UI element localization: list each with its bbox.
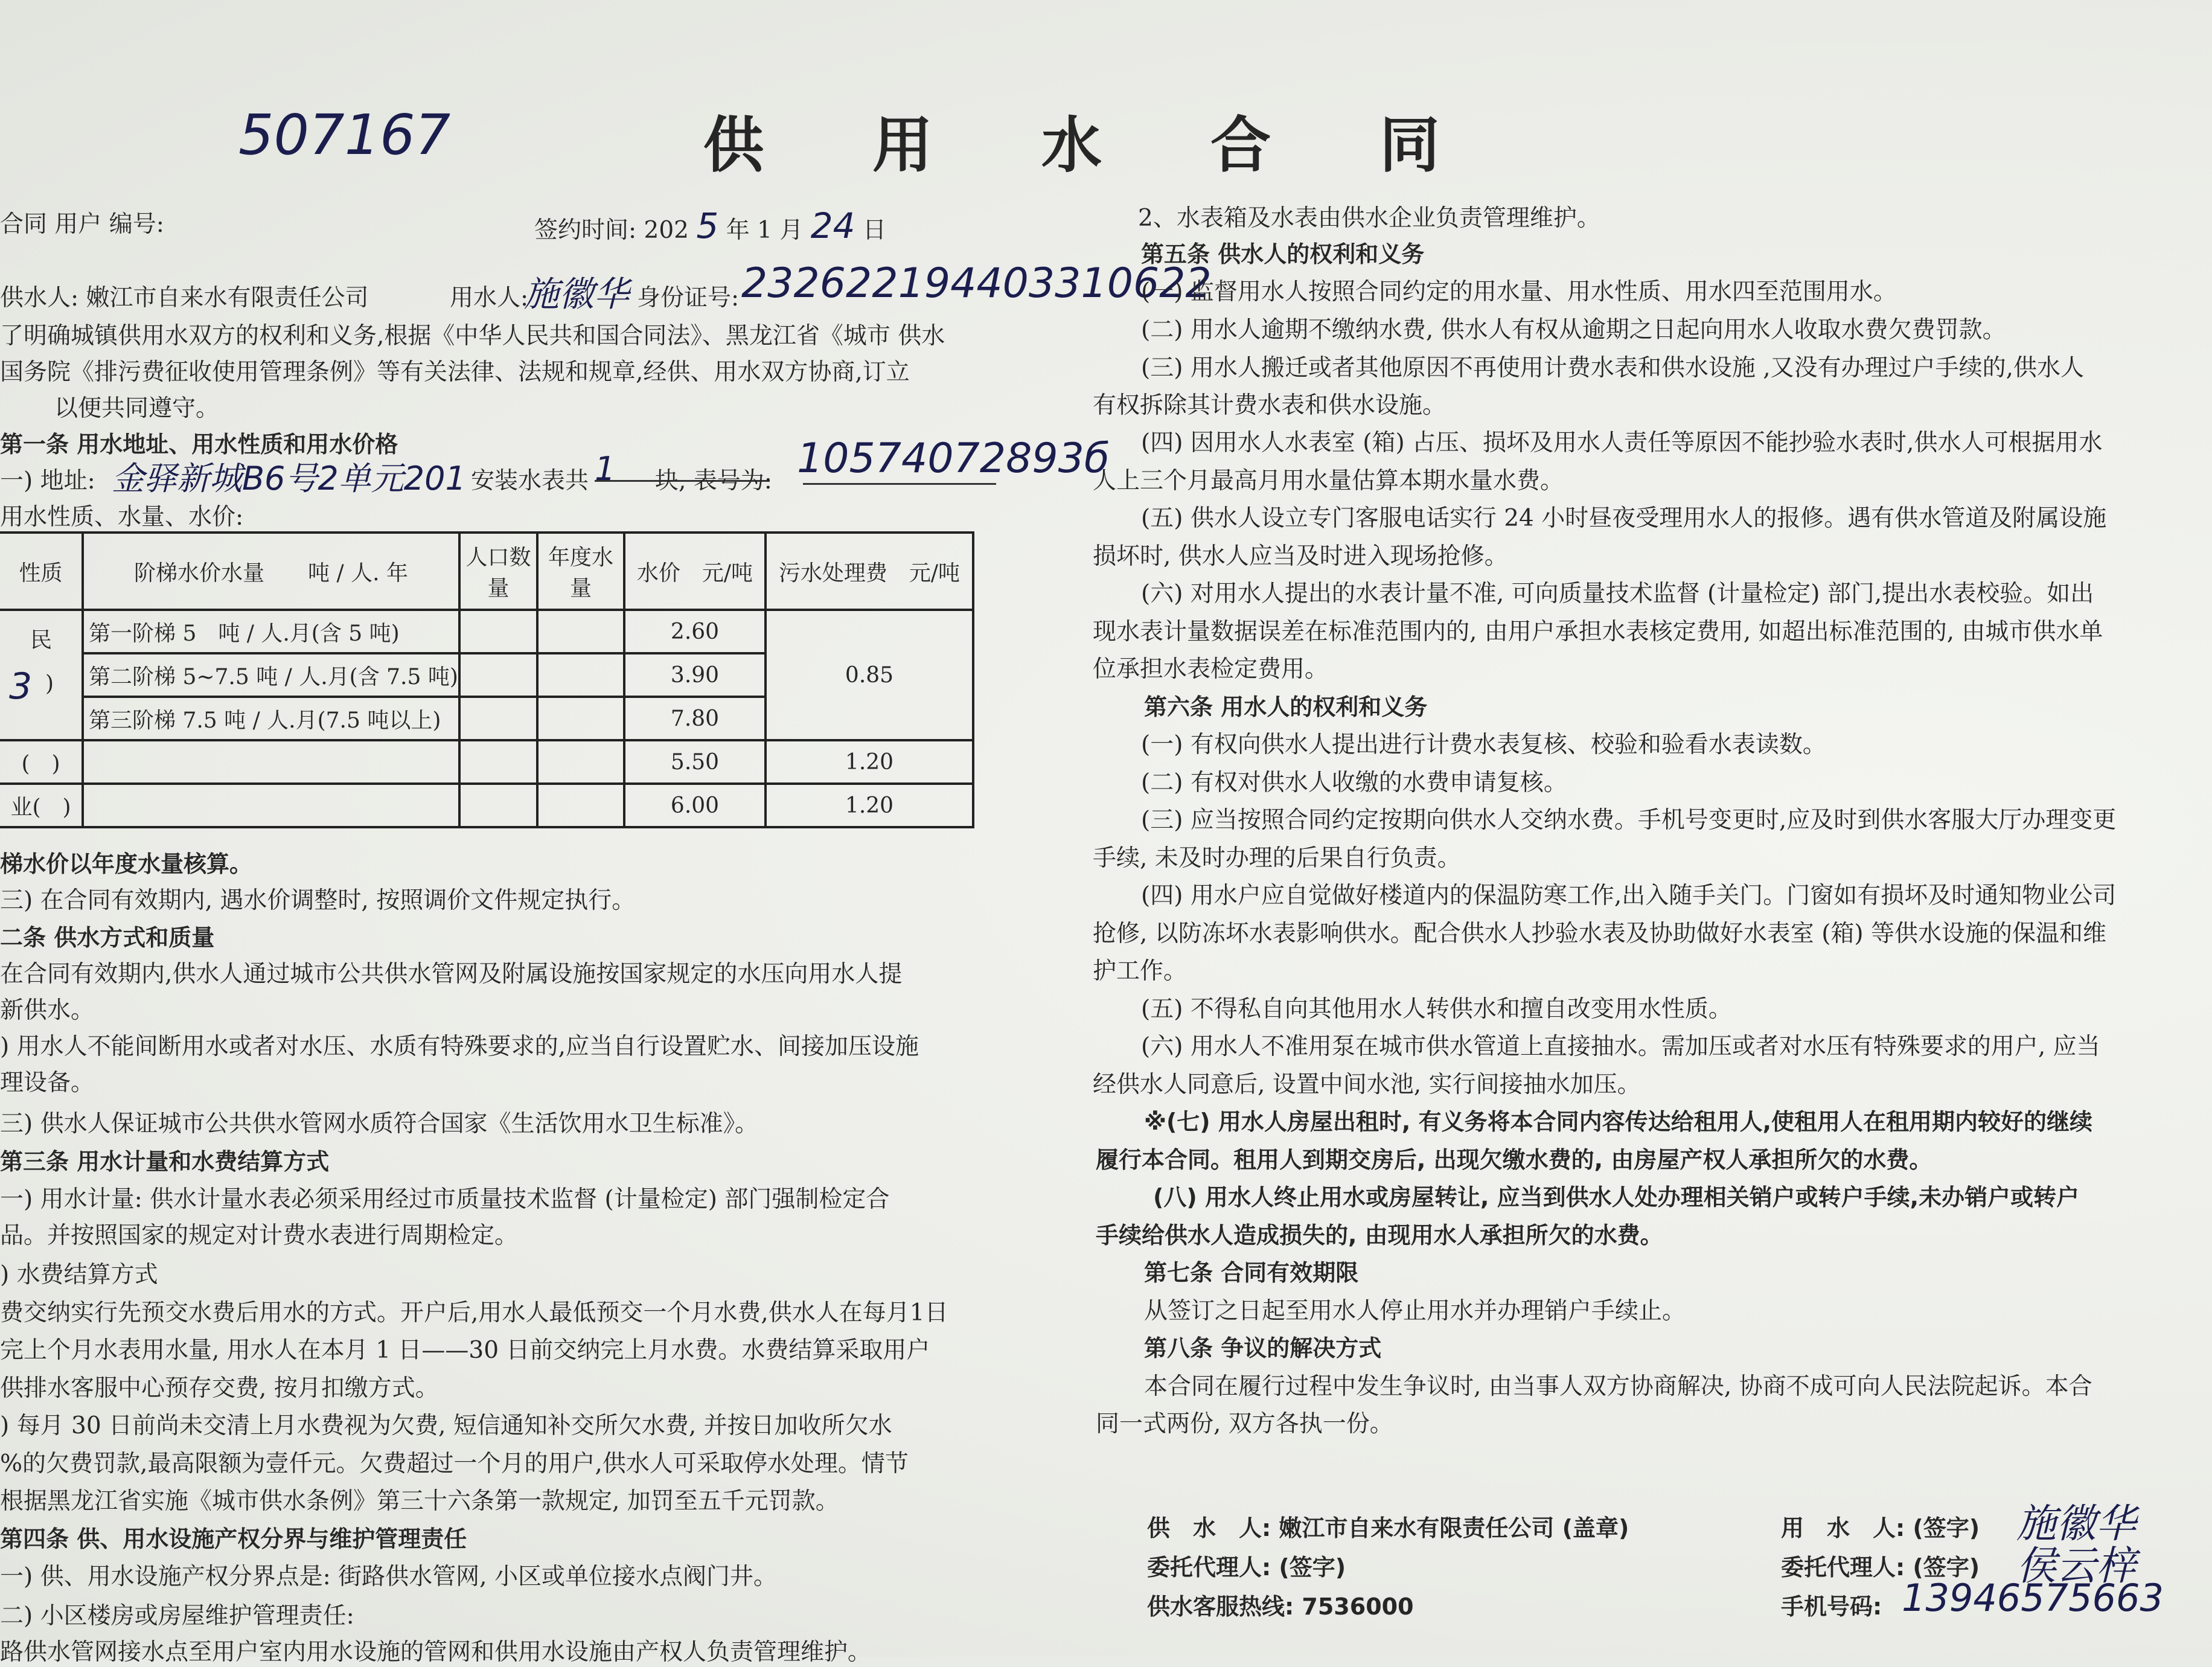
row-4-annual [537, 740, 624, 784]
header-nature: 性质 [0, 533, 83, 610]
left-line-1: 梯水价以年度水量核算。 [0, 851, 253, 877]
footer-user: 用 水 人: (签字) [1781, 1515, 1980, 1541]
footer-supplier: 供 水 人: 嫩江市自来水有限责任公司 (盖章) [1147, 1515, 1629, 1541]
resident-cell [0, 610, 83, 740]
header-price: 水价 元/吨 [624, 533, 766, 610]
row-4-sewage: 1.20 [766, 740, 973, 784]
address-label: 一) 地址: [0, 467, 95, 494]
article-2-heading: 二条 供水方式和质量 [0, 924, 215, 951]
right-line-14: (三) 应当按照合同约定按期向供水人交纳水费。手机号变更时,应及时到供水客服大厅办理变更 [1141, 807, 2117, 834]
article-6-heading: 第六条 用水人的权利和义务 [1144, 694, 1428, 720]
preamble-line-2: 国务院《排污费征收使用管理条例》等有关法律、法规和规章,经供、用水双方协商,订立 [0, 359, 910, 386]
water-price-table [0, 531, 974, 828]
right-line-26: 从签订之日起至用水人停止用水并办理销户手续止。 [1144, 1297, 1686, 1325]
article-5-heading: 第五条 供水人的权利和义务 [1141, 241, 1425, 267]
right-line-7: (五) 供水人设立专门客服电话实行 24 小时昼夜受理用水人的报修。遇有供水管道及附属设施 [1141, 505, 2107, 532]
footer-hotline: 供水客服热线: 7536000 [1147, 1593, 1414, 1620]
right-line-8: 损坏时, 供水人应当及时进入现场抢修。 [1093, 543, 1508, 570]
sign-year-handwritten: 5 [696, 205, 719, 246]
resident-sewage-fee: 0.85 [766, 610, 973, 740]
left-line-2: 三) 在合同有效期内, 遇水价调整时, 按照调价文件规定执行。 [0, 887, 636, 914]
tier-2-price: 3.90 [624, 653, 766, 697]
meter-number-blank [803, 483, 996, 485]
right-line-10: 现水表计量数据误差在标准范围内的, 由用户承担水表核定费用, 如超出标准范围的, 由城市供水单 [1093, 618, 2103, 645]
left-line-3: 在合同有效期内,供水人通过城市公共供水管网及附属设施按国家规定的水压向用水人提 [0, 961, 903, 988]
right-line-28: 同一式两份, 双方各执一份。 [1096, 1410, 1393, 1438]
right-line-1: (一) 监督用水人按照合同约定的用水量、用水性质、用水四至范围用水。 [1141, 278, 1897, 306]
user-name-handwritten: 施徽华 [524, 274, 630, 315]
id-label: 身份证号: [637, 284, 740, 312]
supplier-line: 供水人: 嫩江市自来水有限责任公司 [0, 284, 369, 312]
tier-2: 第二阶梯 5~7.5 吨 / 人.月(含 7.5 吨) [83, 653, 459, 697]
left-line-8: 一) 用水计量: 供水计量水表必须采用经过市质量技术监督 (计量检定) 部门强制检定合 [0, 1186, 890, 1213]
left-line-11: 费交纳实行先预交水费后用水的方式。开户后,用水人最低预交一个月水费,供水人在每月1日 [0, 1299, 948, 1326]
header-tier: 阶梯水价水量 吨 / 人. 年 [83, 533, 459, 610]
tier-3-price: 7.80 [624, 697, 766, 740]
article-3-heading: 第三条 用水计量和水费结算方式 [0, 1148, 330, 1175]
footer-agent: 委托代理人: (签字) [1147, 1554, 1346, 1581]
left-line-17: 一) 供、用水设施产权分界点是: 街路供水管网, 小区或单位接水点阀门井。 [0, 1563, 777, 1590]
address-handwritten: 金驿新城B6号2单元201 [112, 459, 466, 498]
row-4-label: ( ) [0, 740, 83, 784]
preamble-line-1: 了明确城镇供用水双方的权利和义务,根据《中华人民共和国合同法》、黑龙江省《城市 供水 [0, 322, 945, 350]
right-line-19: (五) 不得私自向其他用水人转供水和擅自改变用水性质。 [1141, 996, 1732, 1023]
row-5-price: 6.00 [624, 784, 766, 827]
left-line-13: 供排水客服中心预存交费, 按月扣缴方式。 [0, 1375, 439, 1402]
household-count-handwritten: 3 [9, 665, 33, 708]
right-line-23: 履行本合同。租用人到期交房后, 出现欠缴水费的, 由房屋产权人承担所欠的水费。 [1096, 1147, 1932, 1173]
right-line-12: (一) 有权向供水人提出进行计费水表复核、校验和验看水表读数。 [1141, 731, 1826, 758]
article-8-heading: 第八条 争议的解决方式 [1144, 1335, 1382, 1361]
left-line-10: ) 水费结算方式 [0, 1261, 158, 1288]
user-signature-handwritten: 施徽华 [2016, 1500, 2136, 1547]
right-line-2: (二) 用水人逾期不缴纳水费, 供水人有权从逾期之日起向用水人收取水费欠费罚款。 [1141, 316, 2006, 344]
sign-month-label: 1 月 [757, 217, 804, 244]
sign-day-label: 日 [862, 217, 886, 244]
row-5-tier [83, 784, 459, 827]
left-line-4: 新供水。 [0, 997, 95, 1024]
right-line-21: 经供水人同意后, 设置中间水池, 实行间接抽水加压。 [1093, 1071, 1641, 1098]
sign-year-label: 年 [726, 217, 750, 244]
left-line-12: 完上个月水表用水量, 用水人在本月 1 日——30 日前交纳完上月水费。水费结算采取用户 [0, 1337, 930, 1364]
phone-handwritten: 13946575663 [1902, 1576, 2164, 1620]
agent-signature-handwritten: 侯云梓 [2016, 1543, 2136, 1589]
left-line-9: 品。并按照国家的规定对计费水表进行周期检定。 [0, 1222, 519, 1249]
right-line-6: 人上三个月最高月用水量估算本期水量水费。 [1093, 467, 1564, 494]
right-line-4: 有权拆除其计费水表和供水设施。 [1093, 392, 1446, 419]
row-5-sewage: 1.20 [766, 784, 973, 827]
tier-1-population [459, 610, 537, 653]
right-line-18: 护工作。 [1093, 958, 1188, 985]
sign-time-prefix: 签约时间: 202 [534, 217, 689, 244]
footer-user-agent: 委托代理人: (签字) [1781, 1554, 1980, 1581]
right-line-11: 位承担水表检定费用。 [1093, 656, 1329, 683]
right-line-24: (八) 用水人终止用水或房屋转让, 应当到供水人处办理相关销户或转户手续,未办销户或转户 [1153, 1184, 2080, 1211]
tier-3-population [459, 697, 537, 740]
document-title: 供用水合同 [703, 110, 1549, 181]
row-5-label: 业( ) [0, 784, 83, 827]
tier-2-annual [537, 653, 624, 697]
right-line-3: (三) 用水人搬迁或者其他原因不再使用计费水表和供水设施 ,又没有办理过户手续的,供水人 [1141, 354, 2085, 382]
resident-paren: ) [45, 671, 54, 696]
row-4-population [459, 740, 537, 784]
row-4-price: 5.50 [624, 740, 766, 784]
right-line-27: 本合同在履行过程中发生争议时, 由当事人双方协商解决, 协商不成可向人民法院起诉。本合 [1144, 1373, 2092, 1400]
right-line-5: (四) 因用水人水表室 (箱) 占压、损坏及用水人责任等原因不能抄验水表时,供水人可根据用水 [1141, 429, 2103, 456]
meter-number-label: 块, 表号为: [655, 467, 772, 494]
row-5-population [459, 784, 537, 827]
right-line-22: ※(七) 用水人房屋出租时, 有义务将本合同内容传达给租用人,使租用人在租用期内较好的继续 [1144, 1109, 2093, 1135]
right-line-9: (六) 对用水人提出的水表计量不准, 可向质量技术监督 (计量检定) 部门,提出水表校验。如出 [1141, 580, 2094, 607]
tier-2-population [459, 653, 537, 697]
right-line-15: 手续, 未及时办理的后果自行负责。 [1093, 845, 1461, 872]
id-number-handwritten: 232622194403310622 [741, 260, 1212, 307]
tier-3: 第三阶梯 7.5 吨 / 人.月(7.5 吨以上) [83, 697, 459, 740]
right-line-0: 2、水表箱及水表由供水企业负责管理维护。 [1138, 205, 1600, 232]
resident-label: 民 [30, 628, 53, 653]
contract-user-number-label: 合同 用户 编号: [0, 211, 164, 238]
left-line-6: 理设备。 [0, 1069, 95, 1096]
right-line-13: (二) 有权对供水人收缴的水费申请复核。 [1141, 769, 1567, 796]
left-line-18: 二) 小区楼房或房屋维护管理责任: [0, 1602, 354, 1630]
meter-count-handwritten: 1 [595, 450, 616, 488]
header-population: 人口数量 [459, 533, 537, 610]
row-4-tier [83, 740, 459, 784]
left-line-7: 三) 供水人保证城市公共供水管网水质符合国家《生活饮用水卫生标准》。 [0, 1110, 759, 1137]
left-line-16: 根据黑龙江省实施《城市供水条例》第三十六条第一款规定, 加罚至五千元罚款。 [0, 1488, 839, 1515]
right-line-17: 抢修, 以防冻坏水表影响供水。配合供水人抄验水表及协助做好水表室 (箱) 等供水设施的保温和维 [1093, 920, 2107, 947]
tier-1-annual [537, 610, 624, 653]
header-annual-volume: 年度水量 [537, 533, 624, 610]
contract-number-handwritten: 507167 [238, 103, 451, 167]
sign-time [534, 205, 886, 246]
article-7-heading: 第七条 合同有效期限 [1144, 1259, 1359, 1286]
tier-1: 第一阶梯 5 吨 / 人.月(含 5 吨) [83, 610, 459, 653]
left-line-19: 路供水管网接水点至用户室内用水设施的管网和供用水设施由产权人负责管理维护。 [0, 1639, 872, 1666]
meter-number-handwritten: 10574072893б [797, 435, 1110, 482]
left-line-14: ) 每月 30 日前尚未交清上月水费视为欠费, 短信通知补交所欠水费, 并按日加收所欠水 [0, 1412, 892, 1439]
tier-3-annual [537, 697, 624, 740]
right-line-20: (六) 用水人不准用泵在城市供水管道上直接抽水。需加压或者对水压有特殊要求的用户, 应当 [1141, 1033, 2100, 1060]
right-line-25: 手续给供水人造成损失的, 由现用水人承担所欠的水费。 [1096, 1222, 1663, 1249]
preamble-line-3: 以便共同遵守。 [54, 395, 220, 422]
user-label: 用水人: [450, 284, 529, 312]
article-4-heading: 第四条 供、用水设施产权分界与维护管理责任 [0, 1526, 467, 1552]
footer-phone-label: 手机号码: [1781, 1593, 1882, 1620]
header-sewage-fee: 污水处理费 元/吨 [766, 533, 973, 610]
row-5-annual [537, 784, 624, 827]
meter-count-label: 安装水表共 [471, 467, 589, 494]
left-line-5: ) 用水人不能间断用水或者对水压、水质有特殊要求的,应当自行设置贮水、间接加压设施 [0, 1033, 919, 1060]
article-1-heading: 第一条 用水地址、用水性质和用水价格 [0, 431, 398, 458]
tier-1-price: 2.60 [624, 610, 766, 653]
nature-heading: 用水性质、水量、水价: [0, 504, 244, 531]
sign-day-handwritten: 24 [810, 205, 855, 246]
left-line-15: %的欠费罚款,最高限额为壹仟元。欠费超过一个月的用户,供水人可采取停水处理。情节 [0, 1450, 909, 1477]
right-line-16: (四) 用水户应自觉做好楼道内的保温防寒工作,出入随手关门。门窗如有损坏及时通知物业公司 [1141, 882, 2117, 909]
